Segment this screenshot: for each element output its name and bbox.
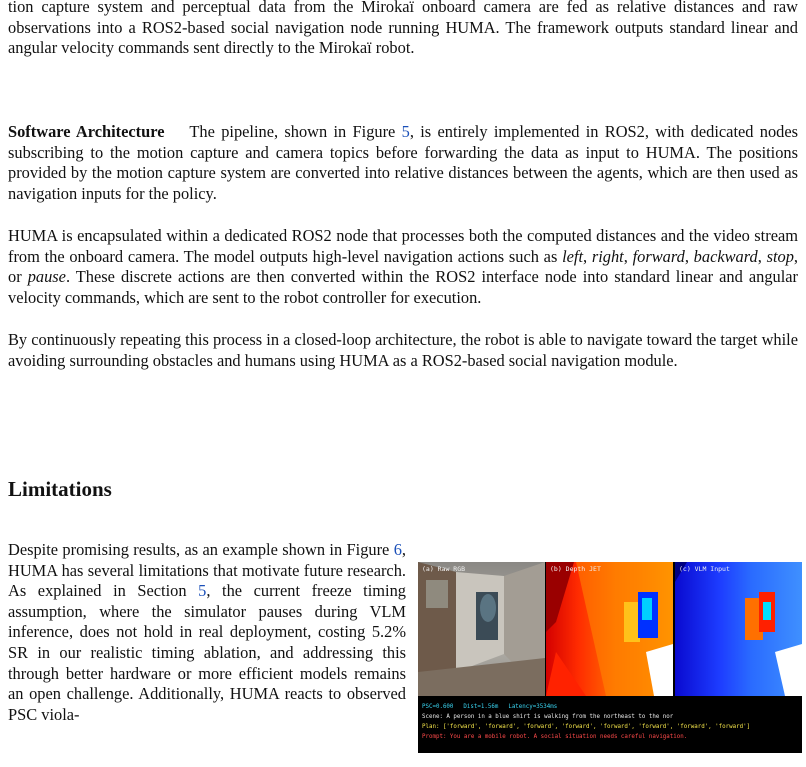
limitations-text-1: Despite promising results, as an example shown in Figure	[8, 540, 390, 559]
figure-5-link[interactable]: 5	[401, 122, 410, 141]
software-text-1b: , is entirely implemented in ROS2, with dedicated nodes subscribing to the motion capture and camera topics before forwarding the data as input to HUMA. The positions provided by the motion capture system are converted into relative distances between the agents, which are then used as navigation inputs for the policy.	[8, 122, 798, 203]
scene-text: Scene: A person in a blue shirt is walking from the northeast to the nor	[422, 714, 674, 720]
software-paragraph-3	[8, 330, 798, 371]
software-text-2a: HUMA is encapsulated within a dedicated ROS2 node that processes both the computed distances and the video stream from the onboard camera. The model outputs high-level navigation actions such as	[8, 226, 798, 266]
action-left: left	[562, 246, 584, 266]
limitations-paragraph	[8, 540, 406, 725]
action-stop: stop	[766, 246, 794, 266]
limitations-text-2: , HUMA has several limitations that motivate future research. As explained in Section	[8, 540, 407, 601]
software-text-2b: . These discrete actions are then converted within the ROS2 interface node into standard linear and angular velocity commands, which are sent to the robot controller for execution.	[8, 267, 798, 307]
intro-paragraph	[8, 0, 798, 59]
software-text-1a: The pipeline, shown in Figure	[189, 122, 396, 141]
figure-info-overlay	[422, 702, 750, 742]
prompt-text: Prompt: You are a mobile robot. A social situation needs careful navigation.	[422, 734, 688, 740]
psc-value: PSC=0.600	[422, 704, 454, 710]
figure-6	[418, 562, 802, 753]
plan-text: Plan: ['forward', 'forward', 'forward', 'forward', 'forward', 'forward', 'forward', 'forward']	[422, 724, 751, 730]
raw-rgb-label: (a) Raw RGB	[422, 565, 466, 573]
intro-text: tion capture system and perceptual data from the Mirokaï onboard camera are fed as relative distances and raw observations into a ROS2-based social navigation node running HUMA. The framework outputs standard linear and angular velocity commands sent directly to the Mirokaï robot.	[8, 0, 798, 58]
figure-6-link[interactable]: 6	[393, 540, 402, 559]
action-right: right	[591, 246, 624, 266]
section-5-link[interactable]: 5	[198, 581, 207, 601]
vlm-input-label: (c) VLM Input	[679, 565, 730, 573]
raw-rgb-scene	[418, 562, 545, 696]
software-paragraph-1	[8, 122, 798, 204]
action-pause: pause	[27, 267, 66, 287]
action-backward: backward	[693, 246, 758, 266]
software-text-3: By continuously repeating this process in a closed-loop architecture, the robot is able to navigate toward the target while avoiding surrounding obstacles and humans using HUMA as a ROS2-based social navigation module.	[8, 330, 798, 370]
depth-jet-label: (b) Depth JET	[550, 565, 601, 573]
dist-value: Dist=1.56m	[463, 704, 499, 710]
latency-value: Latency=3534ms	[508, 704, 558, 710]
action-forward: forward	[632, 246, 685, 266]
software-paragraph-2: HUMA is encapsulated within a dedicated ROS2 node that processes both the computed distances and the video stream from the onboard camera. The model outputs high-level navigation actions such as left, right, forward, backward, stop, or pause. These discrete actions are then converted within the ROS2 interface node into standard linear and angular velocity commands, which are sent to the robot controller for execution.	[8, 226, 798, 307]
depth-jet-scene	[546, 562, 673, 696]
raw-rgb-panel	[418, 562, 545, 696]
software-architecture-title: Software Architecture	[8, 122, 165, 141]
vlm-input-panel	[675, 562, 802, 696]
depth-jet-panel	[546, 562, 673, 696]
limitations-heading: Limitations	[8, 477, 112, 501]
limitations-text-3: , the current freeze timing assumption, where the simulator pauses during VLM inference, does not hold in real deployment, costing 5.2% SR in our realistic timing ablation, and addressing this through better hardware or more efficient models remains an open challenge. Additionally, HUMA reacts to observed PSC viola-	[8, 581, 406, 724]
vlm-input-scene	[675, 562, 802, 696]
